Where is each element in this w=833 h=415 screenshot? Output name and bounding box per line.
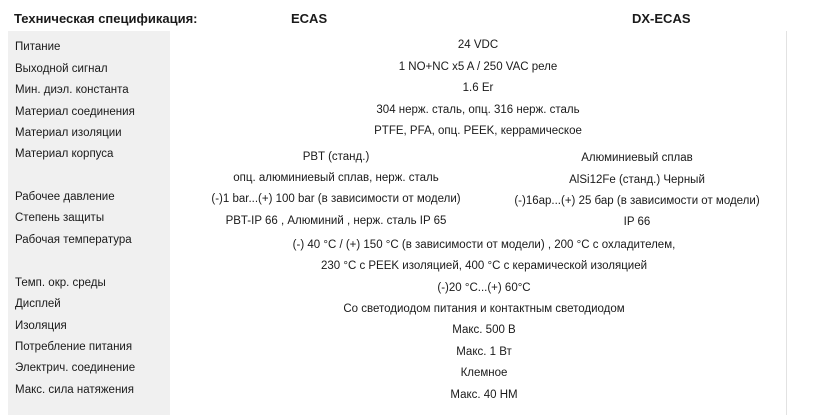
row-value: Клемное: [460, 367, 508, 379]
row-label: Рабочее давление: [15, 191, 115, 203]
row-label: Материал изоляции: [15, 127, 122, 139]
ecas-value: PBT-IP 66 , Алюминий , нерж. сталь IP 65: [225, 215, 447, 227]
dx-ecas-value: (-)16ар...(+) 25 бар (в зависимости от модели): [514, 195, 760, 207]
row-label: Рабочая температура: [15, 234, 132, 246]
row-value: 304 нерж. сталь, опц. 316 нерж. сталь: [376, 104, 580, 116]
dx-ecas-value: Алюминиевый сплав: [581, 152, 693, 164]
row-label: Питание: [15, 41, 61, 53]
row-label: Изоляция: [15, 320, 67, 332]
ecas-value: опц. алюминиевый сплав, нерж. сталь: [233, 172, 439, 184]
row-label: Макс. сила натяжения: [15, 384, 134, 396]
column-header-ecas: ECAS: [291, 11, 328, 26]
row-label: Темп. окр. среды: [15, 277, 106, 289]
row-label: Электрич. соединение: [15, 362, 136, 374]
row-label: Мин. диэл. константа: [15, 84, 129, 96]
row-value: 230 °C с PEEK изоляцией, 400 °C с керамической изоляцией: [320, 260, 648, 272]
row-label: Потребление питания: [15, 341, 133, 353]
row-label: Степень защиты: [15, 212, 105, 224]
row-value: 1 NO+NC x5 A / 250 VAC реле: [398, 61, 558, 73]
row-value: Макс. 1 Вт: [456, 346, 512, 358]
row-label: Выходной сигнал: [15, 63, 108, 75]
row-value: 24 VDC: [457, 39, 499, 51]
ecas-value: PBT (станд.): [302, 151, 370, 163]
spec-title: Техническая спецификация:: [14, 11, 198, 26]
row-value: 1.6 Er: [462, 82, 494, 94]
row-value: (-)20 °C...(+) 60°C: [437, 282, 531, 294]
row-value: PTFE, PFA, опц. PEEK, керрамическое: [374, 125, 582, 137]
row-label: Дисплей: [15, 298, 61, 310]
column-header-dx-ecas: DX-ECAS: [632, 11, 691, 26]
row-value: Макс. 500 В: [452, 324, 516, 336]
row-value: Со светодиодом питания и контактным светодиодом: [343, 303, 625, 315]
row-label: Материал корпуса: [15, 148, 114, 160]
row-value: Макс. 40 НМ: [450, 389, 518, 401]
ecas-value: (-)1 bar...(+) 100 bar (в зависимости от модели): [211, 193, 461, 205]
table-right-border: [786, 31, 787, 415]
row-label: Материал соединения: [15, 106, 135, 118]
dx-ecas-value: AlSi12Fe (станд.) Черный: [569, 174, 705, 186]
row-value: (-) 40 °C / (+) 150 °C (в зависимости от модели) , 200 °C с охладителем,: [292, 239, 676, 251]
dx-ecas-value: IP 66: [623, 216, 651, 228]
